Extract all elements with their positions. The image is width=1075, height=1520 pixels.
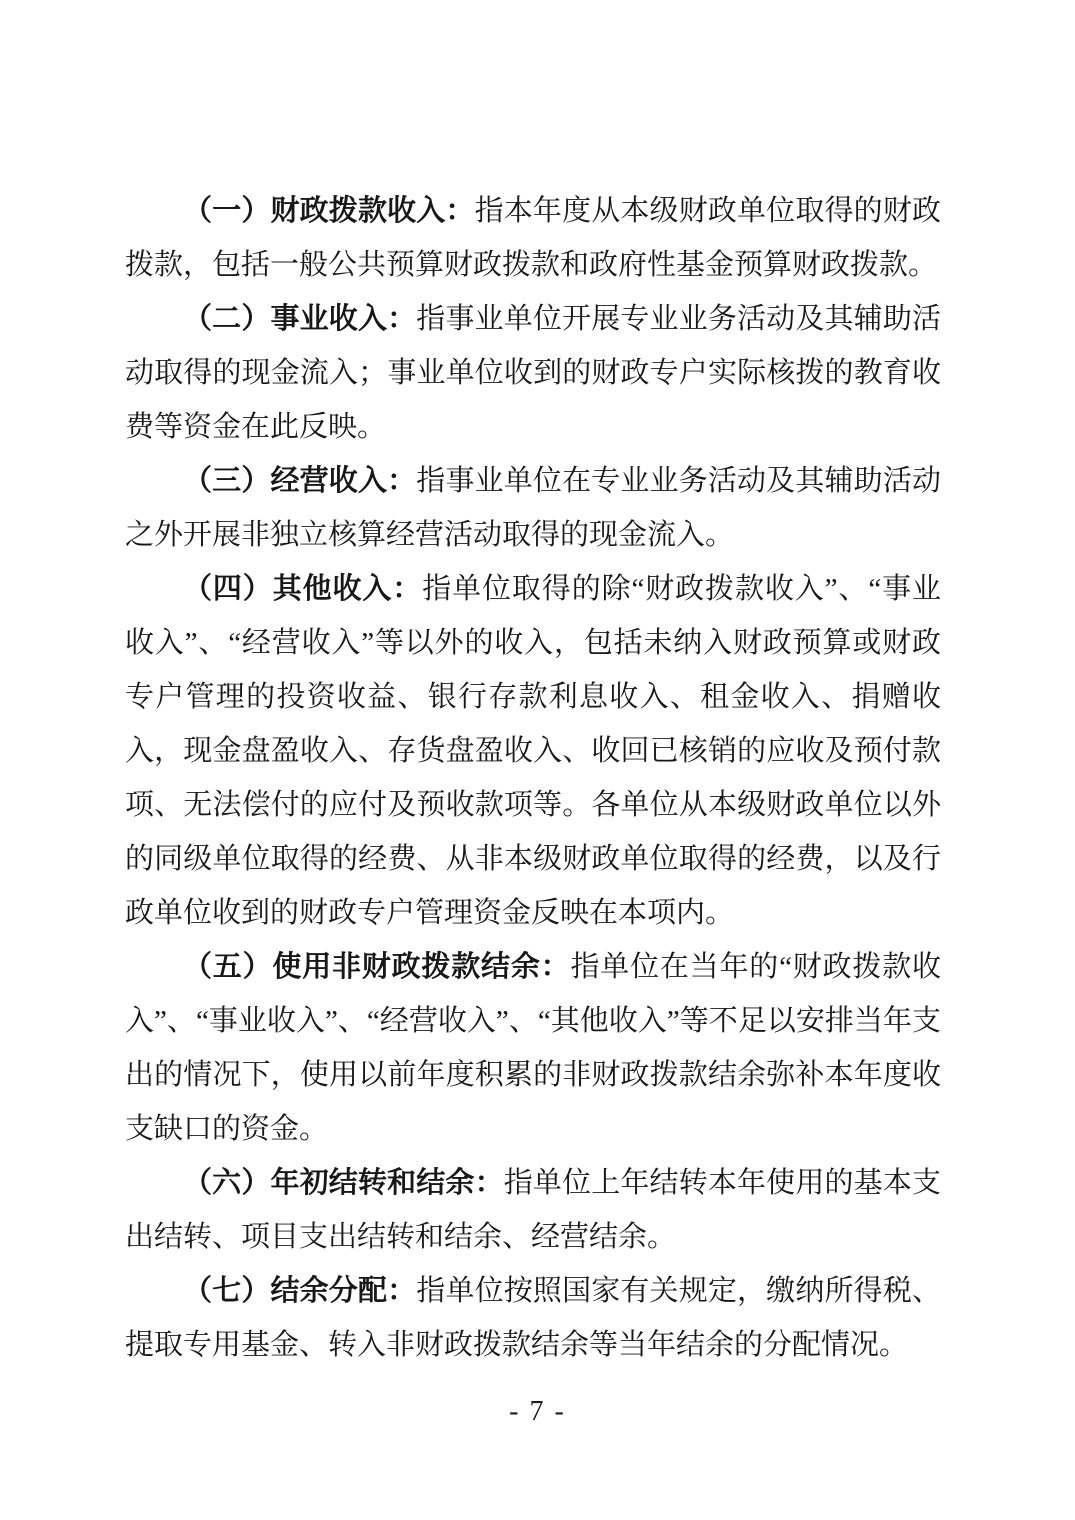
paragraph-7-surplus-distribution xyxy=(125,1264,941,1372)
paragraph-3-business-income xyxy=(125,454,941,562)
paragraph-5-body: 指单位在当年的“财政拨款收入”、“事业收入”、“经营收入”、“其他收入”等不足以安排当年支出的情况下，使用以前年度积累的非财政拨款结余弥补本年度收支缺口的资金。 xyxy=(125,951,941,1145)
document-body xyxy=(125,184,941,1372)
paragraph-2-operating-income-public-institution xyxy=(125,292,941,454)
paragraph-6-beginning-year-carryover xyxy=(125,1156,941,1264)
paragraph-3-heading: （三）经营收入： xyxy=(183,465,417,497)
paragraph-1-fiscal-appropriation-income xyxy=(125,184,941,292)
paragraph-5-heading: （五）使用非财政拨款结余： xyxy=(183,951,571,983)
paragraph-5-non-fiscal-surplus-usage xyxy=(125,940,941,1156)
paragraph-6-body: 指单位上年结转本年使用的基本支出结转、项目支出结转和结余、经营结余。 xyxy=(125,1167,941,1253)
paragraph-7-body: 指单位按照国家有关规定，缴纳所得税、提取专用基金、转入非财政拨款结余等当年结余的分配情况。 xyxy=(125,1275,941,1361)
paragraph-2-body: 指事业单位开展专业业务活动及其辅助活动取得的现金流入；事业单位收到的财政专户实际核拨的教育收费等资金在此反映。 xyxy=(125,303,941,443)
paragraph-2-heading: （二）事业收入： xyxy=(183,303,417,335)
page-number: - 7 - xyxy=(509,1396,566,1427)
paragraph-6-heading: （六）年初结转和结余： xyxy=(183,1167,504,1199)
paragraph-3-body: 指事业单位在专业业务活动及其辅助活动之外开展非独立核算经营活动取得的现金流入。 xyxy=(125,465,941,551)
paragraph-7-heading: （七）结余分配： xyxy=(183,1275,417,1307)
paragraph-1-body: 指本年度从本级财政单位取得的财政拨款，包括一般公共预算财政拨款和政府性基金预算财政拨款。 xyxy=(125,195,941,281)
paragraph-4-body: 指单位取得的除“财政拨款收入”、“事业收入”、“经营收入”等以外的收入，包括未纳入财政预算或财政专户管理的投资收益、银行存款利息收入、租金收入、捐赠收入，现金盘盈收入、存货盘盈收入、收回已核销的应收及预付款项、无法偿付的应付及预收款项等。各单位从本级财政单位以外的同级单位取得的经费、从非本级财政单位取得的经费，以及行政单位收到的财政专户管理资金反映在本项内。 xyxy=(125,573,941,929)
paragraph-4-other-income xyxy=(125,562,941,940)
paragraph-1-heading: （一）财政拨款收入： xyxy=(183,195,475,227)
paragraph-4-heading: （四）其他收入： xyxy=(183,573,423,605)
page-footer xyxy=(0,1396,1075,1428)
